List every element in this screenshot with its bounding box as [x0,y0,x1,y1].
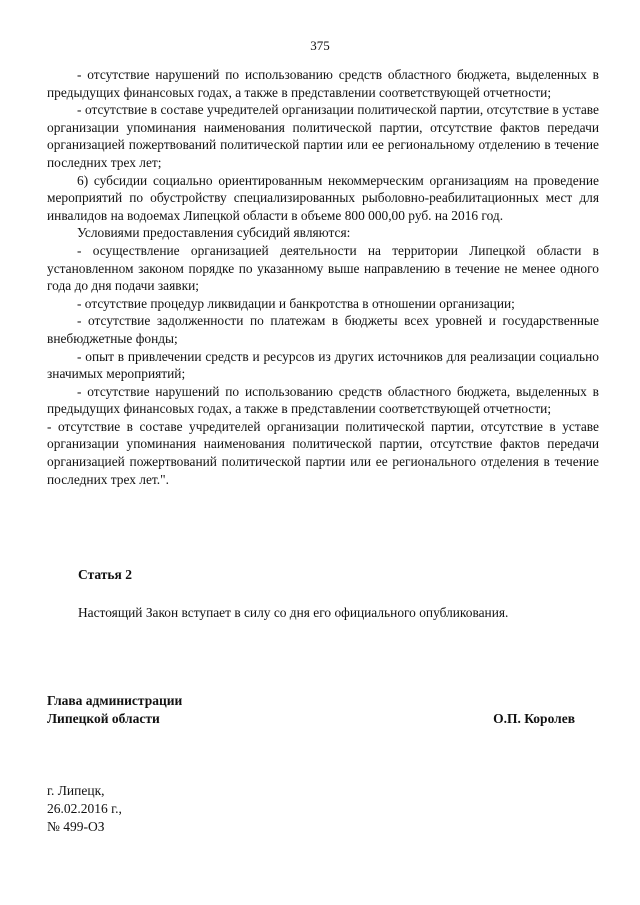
paragraph: - осуществление организацией деятельности на территории Липецкой области в установленном законом порядке по указанному выше направлению в течение не менее одного года до дня подачи заявки; [47,242,599,294]
paragraph: Условиями предоставления субсидий являются: [77,225,351,241]
signatory-title-line1: Глава администрации [47,693,183,708]
place-date-block [47,782,122,836]
city: г. Липецк, [47,783,105,798]
page-number: 375 [310,38,330,53]
paragraph: - отсутствие задолженности по платежам в бюджеты всех уровней и государственные внебюджетные фонды; [47,313,599,346]
signatory-name: О.П. Королев [493,711,575,726]
signature-block [47,692,599,728]
paragraph: - опыт в привлечении средств и ресурсов из других источников для реализации социально значимых мероприятий; [47,348,599,382]
article-heading: Статья 2 [78,567,132,582]
paragraph: 6) субсидии социально ориентированным некоммерческим организациям на проведение мероприятий по обустройству специализированных рыболовно-реабилитационных мест для инвалидов на водоемах Липецкой области в объеме 800 000,00 руб. на 2016 год. [47,172,599,223]
paragraph: - отсутствие нарушений по использованию средств областного бюджета, выделенных в предыдущих финансовых годах, а также в представлении соответствующей отчетности; [47,67,599,100]
law-number: № 499-ОЗ [47,819,105,834]
date: 26.02.2016 г., [47,801,122,816]
document-body [47,66,599,488]
paragraph: - отсутствие процедур ликвидации и банкротства в отношении организации; [77,295,515,311]
paragraph: - отсутствие нарушений по использованию средств областного бюджета, выделенных в предыдущих финансовых годах, а также в представлении соответствующей отчетности; [47,383,599,417]
final-paragraph: - отсутствие в составе учредителей организации политической партии, отсутствие в уставе организации упоминания наименования политической партии, отсутствие фактов передачи организацией пожертвований политической партии или ее регионального отделения в течение последних трех лет.". [47,418,599,487]
paragraph: - отсутствие в составе учредителей организации политической партии, отсутствие в уставе организации упоминания наименования политической партии, отсутствие фактов передачи организацией пожертвований политической партии или ее региональному отделению в течение последних трех лет; [47,102,599,170]
article-text: Настоящий Закон вступает в силу со дня его официального опубликования. [78,605,509,620]
signatory-title-line2: Липецкой области [47,711,160,726]
